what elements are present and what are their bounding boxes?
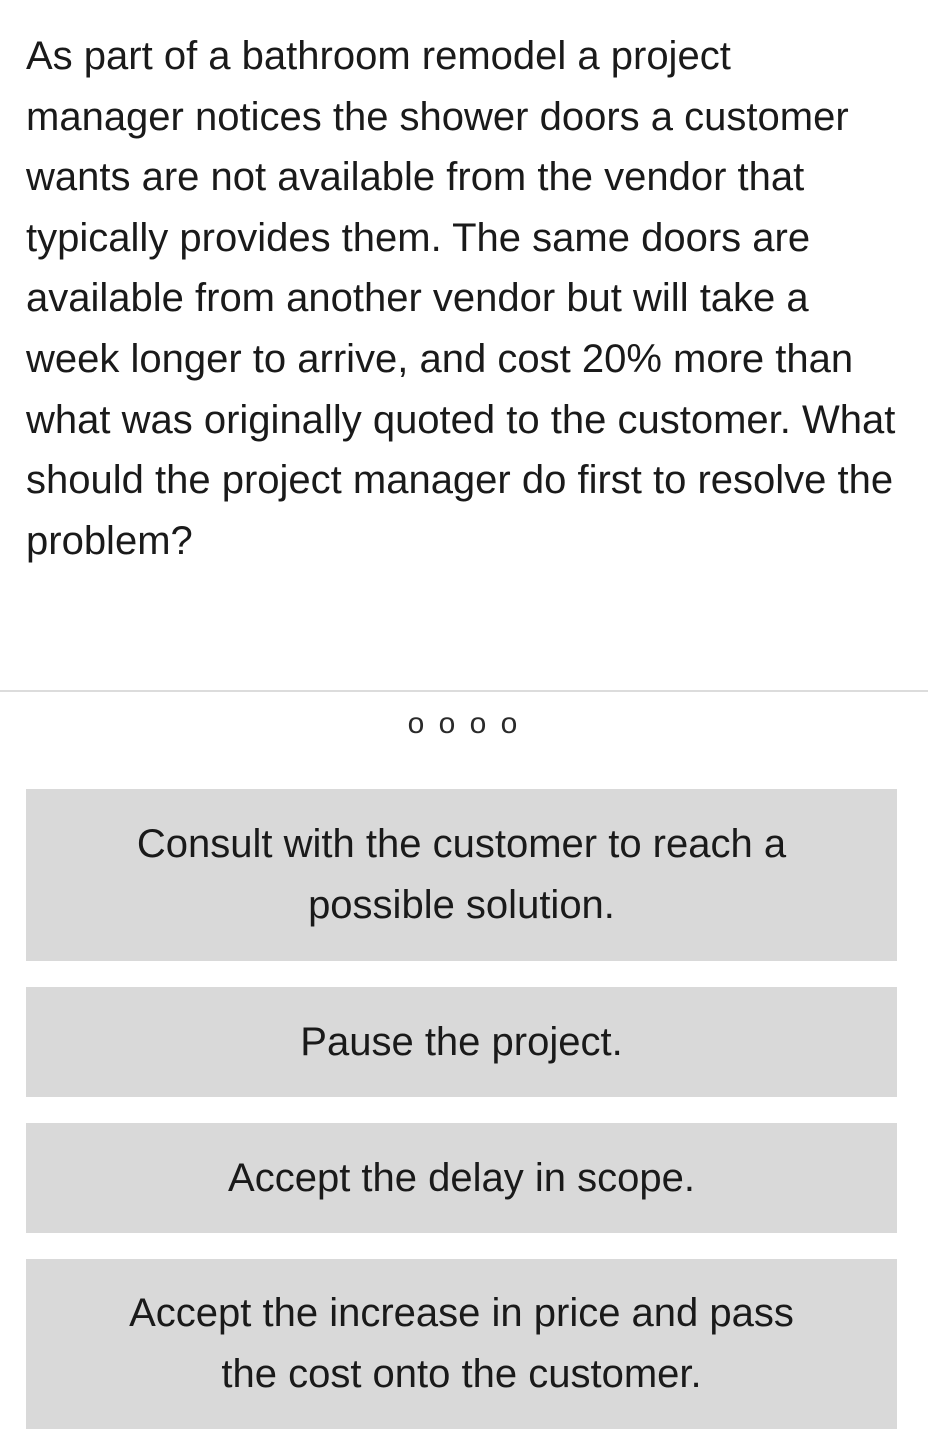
question-text: As part of a bathroom remodel a project manager notices the shower doors a customer wants are not available from the vendor that typically provides them. The same doors are available from another vendor but will take a week longer to arrive, and cost 20% more than what was originally quoted to the customer. What should the project manager do first to resolve the problem? bbox=[26, 34, 896, 563]
answer-options bbox=[26, 789, 897, 1429]
page-indicator-dots: o o o o bbox=[407, 707, 521, 740]
divider bbox=[0, 690, 928, 692]
answer-option-4[interactable]: Accept the increase in price and pass the cost onto the customer. bbox=[26, 1259, 897, 1429]
answer-option-1[interactable]: Consult with the customer to reach a possible solution. bbox=[26, 789, 897, 961]
answer-option-3[interactable]: Accept the delay in scope. bbox=[26, 1123, 897, 1233]
answer-option-2[interactable]: Pause the project. bbox=[26, 987, 897, 1097]
